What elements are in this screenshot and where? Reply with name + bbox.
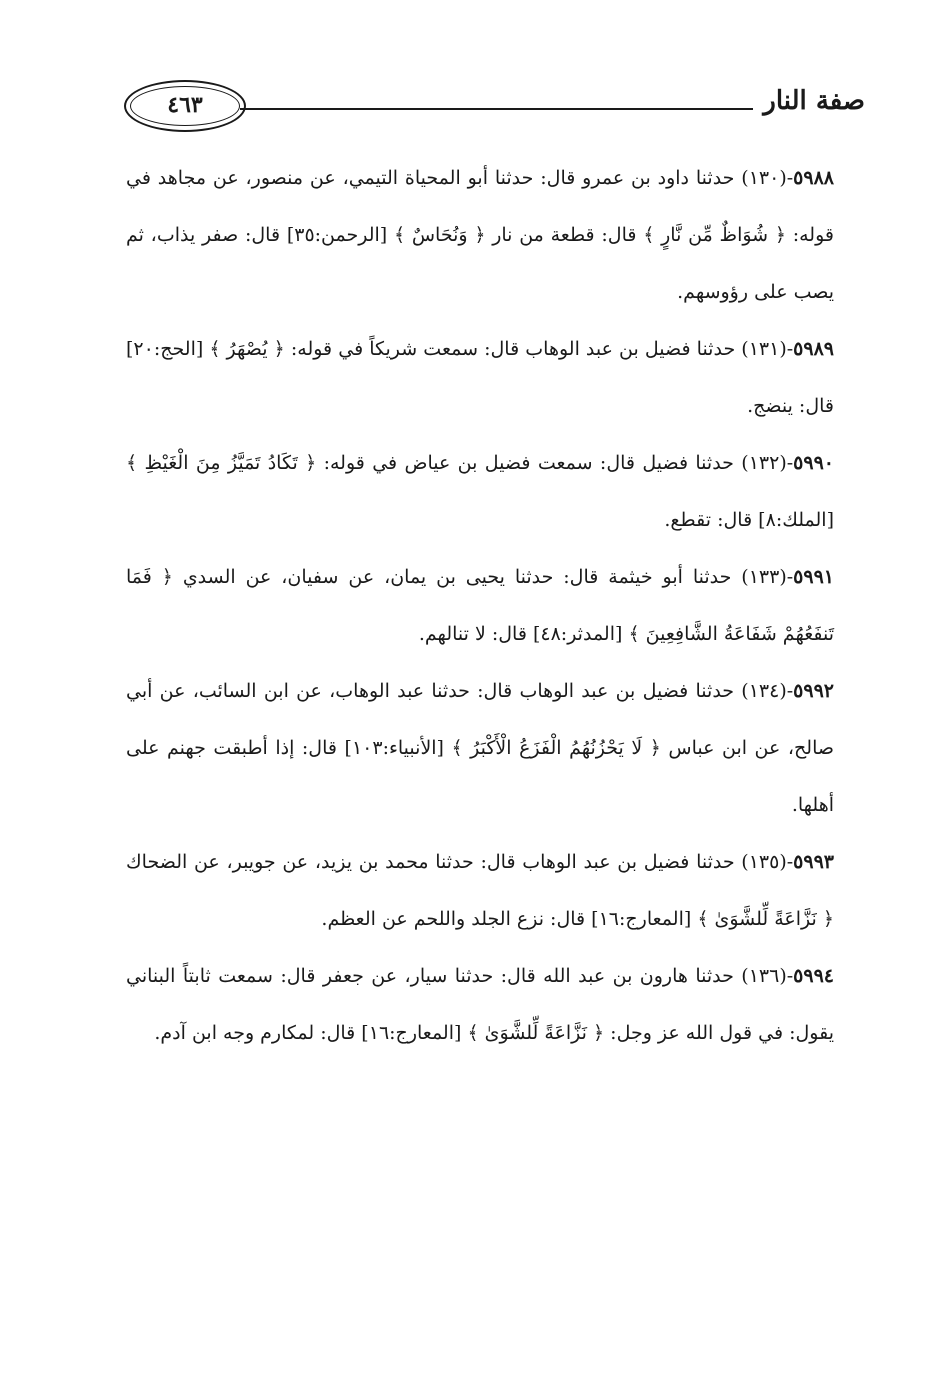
entry-text: -(١٣٣) حدثنا أبو خيثمة قال: حدثنا يحيى بن يمان، عن سفيان، عن السدي ﴿ فَمَا تَنفَعُهُمْ شَفَاعَةُ الشَّافِعِينَ ﴾ [المدثر:٤٨] قال: لا تنالهم. bbox=[126, 566, 834, 645]
entry-number: ٥٩٨٨ bbox=[793, 167, 834, 189]
page-content bbox=[126, 150, 834, 1062]
header-rule bbox=[240, 108, 753, 110]
hadith-entry bbox=[126, 948, 834, 1062]
entry-text: -(١٣٥) حدثنا فضيل بن عبد الوهاب قال: حدثنا محمد بن يزيد، عن جويبر، عن الضحاك ﴿ نَزَّاعَةً لِّلشَّوَىٰ ﴾ [المعارج:١٦] قال: نزع الجلد واللحم عن العظم. bbox=[126, 851, 834, 930]
entry-text: -(١٣٦) حدثنا هارون بن عبد الله قال: حدثنا سيار، عن جعفر قال: سمعت ثابتاً البناني يقول: في قول الله عز وجل: ﴿ نَزَّاعَةً لِّلشَّوَىٰ ﴾ [المعارج:١٦] قال: لمكارم وجه ابن آدم. bbox=[126, 965, 834, 1044]
hadith-entry bbox=[126, 321, 834, 435]
entry-number: ٥٩٩٣ bbox=[793, 851, 834, 873]
hadith-entry bbox=[126, 549, 834, 663]
entry-text: -(١٣٢) حدثنا فضيل قال: سمعت فضيل بن عياض في قوله: ﴿ تَكَادُ تَمَيَّزُ مِنَ الْغَيْظِ ﴾ [الملك:٨] قال: تقطع. bbox=[126, 452, 834, 531]
entry-number: ٥٩٩٠ bbox=[793, 452, 834, 474]
entry-number: ٥٩٨٩ bbox=[793, 338, 834, 360]
entry-text: -(١٣١) حدثنا فضيل بن عبد الوهاب قال: سمعت شريكاً في قوله: ﴿ يُصْهَرُ ﴾ [الحج:٢٠] قال: ينضج. bbox=[126, 338, 834, 417]
entry-number: ٥٩٩١ bbox=[793, 566, 834, 588]
hadith-entry bbox=[126, 435, 834, 549]
hadith-entry bbox=[126, 663, 834, 834]
entry-text: -(١٣٤) حدثنا فضيل بن عبد الوهاب قال: حدثنا عبد الوهاب، عن ابن السائب، عن أبي صالح، عن ابن عباس ﴿ لَا يَحْزُنُهُمُ الْفَزَعُ الْأَكْبَرُ ﴾ [الأنبياء:١٠٣] قال: إذا أطبقت جهنم على أهلها. bbox=[126, 680, 834, 816]
page-header bbox=[120, 72, 865, 142]
page-number-oval bbox=[124, 80, 246, 132]
page-number: ٤٦٣ bbox=[167, 92, 203, 118]
chapter-title: صفة النار bbox=[763, 86, 865, 116]
hadith-entry bbox=[126, 834, 834, 948]
hadith-entry bbox=[126, 150, 834, 321]
entry-text: -(١٣٠) حدثنا داود بن عمرو قال: حدثنا أبو المحياة التيمي، عن منصور، عن مجاهد في قوله: ﴿ شُوَاظٌ مِّن نَّارٍ ﴾ قال: قطعة من نار ﴿ وَنُحَاسٌ ﴾ [الرحمن:٣٥] قال: صفر يذاب، ثم يصب على رؤوسهم. bbox=[126, 167, 834, 303]
entry-number: ٥٩٩٢ bbox=[793, 680, 834, 702]
entry-number: ٥٩٩٤ bbox=[793, 965, 834, 987]
